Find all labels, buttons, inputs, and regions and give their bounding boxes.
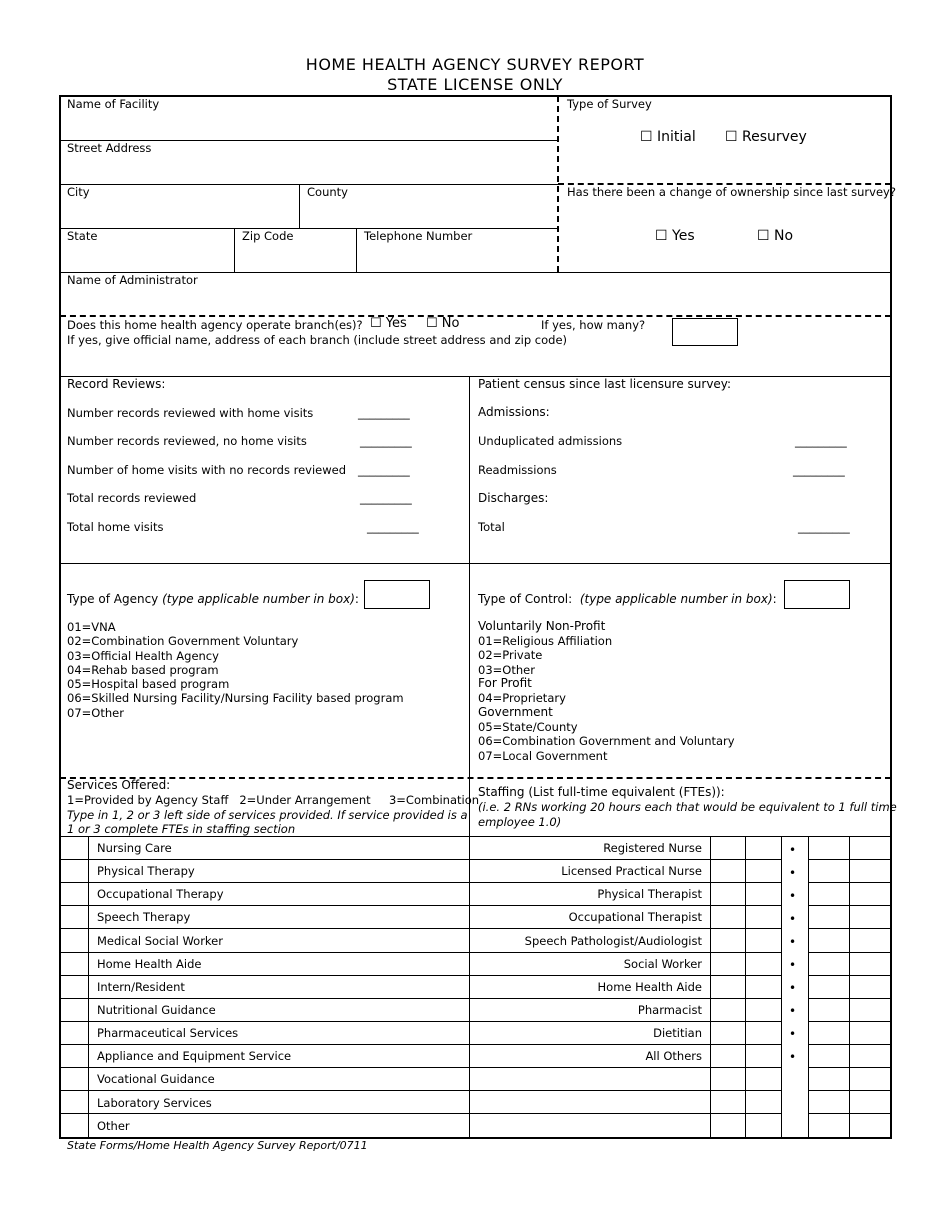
discharges-total-label: Total [478, 520, 505, 534]
grid-line [60, 859, 781, 860]
control-type-hint: (type applicable number in box) [579, 592, 773, 606]
checkbox-icon: ☐ [370, 316, 382, 331]
city-field[interactable]: City [67, 185, 90, 199]
checkbox-icon: ☐ [655, 228, 668, 244]
divider [469, 377, 470, 1137]
decimal-point-icon: • [789, 1004, 797, 1018]
agency-type-input[interactable] [364, 580, 430, 609]
control-option: 07=Local Government [478, 748, 608, 763]
service-item: Vocational Guidance [97, 1072, 215, 1086]
unduplicated-blank[interactable]: _________ [795, 434, 847, 448]
grid-line [60, 952, 781, 953]
decimal-point-icon: • [789, 981, 797, 995]
resurvey-checkbox[interactable] [725, 129, 807, 145]
divider [60, 777, 891, 779]
control-group-heading: Government [478, 705, 553, 719]
divider [356, 229, 357, 272]
control-option: 03=Other [478, 662, 535, 677]
branch-yes-checkbox[interactable] [370, 316, 407, 331]
staffing-item: Occupational Therapist [568, 910, 702, 924]
service-item: Pharmaceutical Services [97, 1026, 239, 1040]
checkbox-icon: ☐ [426, 316, 438, 331]
facility-name-field[interactable]: Name of Facility [67, 97, 160, 111]
control-option: 04=Proprietary [478, 691, 566, 705]
record-review-blank[interactable]: _________ [358, 463, 410, 477]
decimal-point-icon: • [789, 912, 797, 926]
service-item: Physical Therapy [97, 864, 195, 878]
county-field[interactable]: County [307, 185, 348, 199]
discharges-total-blank[interactable]: _________ [798, 520, 850, 534]
grid-line [745, 837, 746, 1137]
grid-line [60, 1090, 781, 1091]
grid-line [60, 882, 781, 883]
control-option: 06=Combination Government and Voluntary [478, 734, 735, 749]
record-reviews-heading: Record Reviews: [67, 377, 166, 391]
initial-checkbox[interactable] [640, 129, 696, 145]
service-item: Medical Social Worker [97, 934, 223, 948]
census-heading: Patient census since last licensure survey: [478, 377, 732, 391]
staffing-item: Pharmacist [637, 1003, 702, 1017]
state-field[interactable]: State [67, 229, 98, 243]
record-review-item: Total home visits [67, 520, 164, 534]
service-item: Nursing Care [97, 841, 172, 855]
unduplicated-label: Unduplicated admissions [478, 434, 623, 448]
staffing-item: All Others [645, 1049, 702, 1063]
service-item: Nutritional Guidance [97, 1003, 216, 1017]
decimal-point-icon: • [789, 843, 797, 857]
grid-line [60, 836, 891, 837]
record-review-item: Number records reviewed, no home visits [67, 434, 307, 448]
footer-text: State Forms/Home Health Agency Survey Report/0711 [67, 1139, 368, 1152]
legend-item: 3=Combination [388, 793, 480, 807]
divider [234, 229, 235, 272]
staffing-note: employee 1.0) [478, 815, 562, 829]
legend-item: 1=Provided by Agency Staff [67, 793, 229, 807]
services-note: Type in 1, 2 or 3 left side of services provided. If service provided is a [67, 808, 468, 822]
control-option: 05=State/County [478, 720, 578, 734]
control-options [478, 634, 612, 677]
grid-line [60, 1021, 781, 1022]
checkbox-icon: ☐ [640, 129, 653, 145]
decimal-point-icon: • [789, 935, 797, 949]
decimal-point-icon: • [789, 1027, 797, 1041]
services-heading: Services Offered: [67, 778, 171, 792]
ownership-yes-label: Yes [672, 228, 695, 244]
ownership-yes-checkbox[interactable] [655, 228, 695, 244]
control-type-text: Type of Control: [478, 592, 573, 606]
grid-line [808, 837, 809, 1137]
readmissions-blank[interactable]: _________ [793, 463, 845, 477]
staffing-item: Physical Therapist [597, 887, 702, 901]
branch-no-checkbox[interactable] [426, 316, 459, 331]
agency-type-colon: : [354, 592, 359, 606]
record-review-item: Number records reviewed with home visits [67, 406, 314, 420]
form-title: HOME HEALTH AGENCY SURVEY REPORT [305, 55, 645, 74]
service-item: Speech Therapy [97, 910, 191, 924]
staffing-note: (i.e. 2 RNs working 20 hours each that would be equivalent to 1 full time [478, 800, 897, 814]
ownership-no-label: No [774, 228, 794, 244]
grid-line [60, 1044, 781, 1045]
staffing-item: Licensed Practical Nurse [561, 864, 702, 878]
legend-item: 2=Under Arrangement [239, 793, 371, 807]
grid-line [60, 928, 781, 929]
administrator-field[interactable]: Name of Administrator [67, 273, 198, 287]
service-item: Other [97, 1119, 130, 1133]
branch-count-label: If yes, how many? [541, 318, 646, 332]
agency-option: 07=Other [67, 705, 124, 720]
decimal-point-icon: • [789, 866, 797, 880]
service-item: Laboratory Services [97, 1096, 212, 1110]
agency-option: 04=Rehab based program [67, 662, 219, 677]
control-group-heading: Voluntarily Non-Profit [478, 619, 606, 633]
record-review-blank[interactable]: _________ [360, 434, 412, 448]
services-note: 1 or 3 complete FTEs in staffing section [67, 822, 296, 836]
branch-no-label: No [441, 316, 460, 331]
divider [60, 563, 891, 564]
staffing-item: Social Worker [623, 957, 702, 971]
checkbox-icon: ☐ [725, 129, 738, 145]
agency-option: 02=Combination Government Voluntary [67, 634, 299, 649]
record-review-item: Total records reviewed [67, 491, 197, 505]
ownership-no-checkbox[interactable] [757, 228, 793, 244]
control-option: 01=Religious Affiliation [478, 634, 613, 648]
control-option: 02=Private [478, 648, 543, 663]
agency-type-text: Type of Agency [67, 592, 159, 606]
divider [60, 315, 891, 317]
record-review-blank[interactable]: _________ [367, 520, 419, 534]
agency-options [67, 620, 404, 720]
discharges-heading: Discharges: [478, 491, 549, 505]
decimal-point-icon: • [789, 889, 797, 903]
record-review-blank[interactable]: _________ [360, 491, 412, 505]
staffing-item: Home Health Aide [597, 980, 702, 994]
service-item: Home Health Aide [97, 957, 202, 971]
grid-line [88, 837, 89, 1137]
grid-line [60, 998, 781, 999]
staffing-item: Dietitian [653, 1026, 702, 1040]
service-item: Appliance and Equipment Service [97, 1049, 292, 1063]
grid-line [60, 1067, 781, 1068]
telephone-field[interactable]: Telephone Number [364, 229, 473, 243]
divider [299, 185, 300, 228]
agency-option: 06=Skilled Nursing Facility/Nursing Facility based program [67, 691, 404, 706]
grid-line [710, 837, 711, 1137]
agency-option: 05=Hospital based program [67, 677, 230, 692]
control-type-input[interactable] [784, 580, 850, 609]
service-item: Occupational Therapy [97, 887, 224, 901]
control-type-label [478, 592, 777, 606]
grid-line [60, 1113, 781, 1114]
staffing-heading: Staffing (List full-time equivalent (FTEs)): [478, 785, 725, 799]
grid-line [60, 905, 781, 906]
grid-line [60, 975, 781, 976]
divider [60, 228, 558, 229]
readmissions-label: Readmissions [478, 463, 557, 477]
agency-option: 03=Official Health Agency [67, 648, 219, 663]
control-type-colon: : [772, 592, 777, 606]
agency-type-label [67, 592, 359, 606]
decimal-point-icon: • [789, 958, 797, 972]
form-subtitle: STATE LICENSE ONLY [387, 75, 563, 94]
service-item: Intern/Resident [97, 980, 185, 994]
staffing-item: Registered Nurse [603, 841, 702, 855]
branch-question: Does this home health agency operate branch(es)? [67, 318, 363, 332]
street-address-field[interactable]: Street Address [67, 141, 152, 155]
ownership-question: Has there been a change of ownership since last survey? [567, 185, 896, 199]
control-group-heading: For Profit [478, 676, 532, 690]
record-review-item: Number of home visits with no records reviewed [67, 463, 347, 477]
admissions-heading: Admissions: [478, 405, 550, 419]
grid-line [849, 837, 850, 1137]
branch-instructions: If yes, give official name, address of each branch (include street address and zip code) [67, 333, 568, 347]
branch-yes-label: Yes [385, 316, 407, 331]
staffing-item: Speech Pathologist/Audiologist [524, 934, 702, 948]
zip-code-field[interactable]: Zip Code [242, 229, 294, 243]
grid-line [781, 837, 782, 1137]
control-options [478, 720, 735, 763]
record-review-blank[interactable]: _________ [358, 406, 410, 420]
checkbox-icon: ☐ [757, 228, 770, 244]
branch-count-input[interactable] [672, 318, 738, 346]
resurvey-label: Resurvey [742, 129, 807, 145]
survey-type-label: Type of Survey [567, 97, 652, 111]
services-legend [67, 793, 479, 807]
decimal-point-icon: • [789, 1050, 797, 1064]
initial-label: Initial [657, 129, 696, 145]
divider [60, 376, 891, 377]
agency-type-hint: (type applicable number in box) [162, 592, 355, 606]
agency-option: 01=VNA [67, 620, 116, 634]
